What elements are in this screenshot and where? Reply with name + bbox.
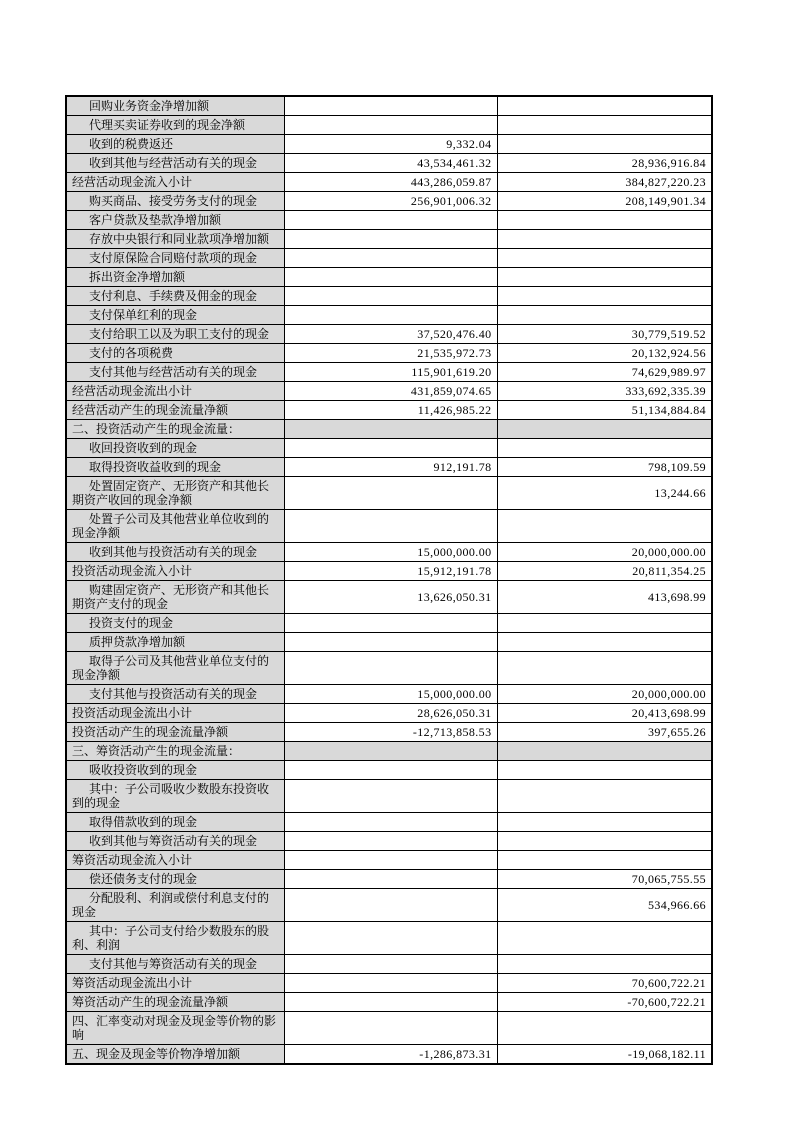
table-row [66, 870, 712, 889]
prior-period-value [497, 633, 712, 652]
table-row [66, 173, 712, 192]
row-label: 收到其他与投资活动有关的现金 [66, 543, 284, 562]
current-period-value [284, 993, 497, 1012]
row-label: 三、筹资活动产生的现金流量： [66, 742, 284, 761]
prior-period-value [497, 780, 712, 813]
current-period-value: 11,426,985.22 [284, 401, 497, 420]
row-label: 四、汇率变动对现金及现金等价物的影响 [66, 1012, 284, 1045]
table-row [66, 325, 712, 344]
current-period-value [284, 851, 497, 870]
prior-period-value [497, 287, 712, 306]
prior-period-value [497, 96, 712, 116]
row-label: 代理买卖证券收到的现金净额 [66, 116, 284, 135]
prior-period-value [497, 249, 712, 268]
prior-period-value: 74,629,989.97 [497, 363, 712, 382]
current-period-value: 37,520,476.40 [284, 325, 497, 344]
current-period-value [284, 96, 497, 116]
row-label: 筹资活动现金流出小计 [66, 974, 284, 993]
table-row [66, 974, 712, 993]
row-label: 拆出资金净增加额 [66, 268, 284, 287]
current-period-value [284, 306, 497, 325]
prior-period-value: 13,244.66 [497, 477, 712, 510]
prior-period-value: 51,134,884.84 [497, 401, 712, 420]
current-period-value: 431,859,074.65 [284, 382, 497, 401]
row-label: 支付利息、手续费及佣金的现金 [66, 287, 284, 306]
table-row [66, 154, 712, 173]
row-label: 投资支付的现金 [66, 614, 284, 633]
prior-period-value: 208,149,901.34 [497, 192, 712, 211]
prior-period-value [497, 1012, 712, 1045]
current-period-value: 443,286,059.87 [284, 173, 497, 192]
row-label: 收到其他与筹资活动有关的现金 [66, 832, 284, 851]
current-period-value: 43,534,461.32 [284, 154, 497, 173]
cash-flow-statement-table [65, 95, 713, 1065]
table-row [66, 704, 712, 723]
row-label: 收回投资收到的现金 [66, 439, 284, 458]
prior-period-value [497, 306, 712, 325]
row-label: 回购业务资金净增加额 [66, 96, 284, 116]
table-row [66, 135, 712, 154]
current-period-value: 115,901,619.20 [284, 363, 497, 382]
prior-period-value: 798,109.59 [497, 458, 712, 477]
table-row [66, 230, 712, 249]
table-row [66, 287, 712, 306]
prior-period-value: -19,068,182.11 [497, 1045, 712, 1065]
prior-period-value: 413,698.99 [497, 581, 712, 614]
table-row [66, 382, 712, 401]
table-row [66, 211, 712, 230]
table-row [66, 268, 712, 287]
current-period-value [284, 439, 497, 458]
section-header-row [66, 420, 712, 439]
table-row [66, 581, 712, 614]
row-label: 其中：子公司支付给少数股东的股利、利润 [66, 922, 284, 955]
current-period-value [284, 230, 497, 249]
prior-period-value: 534,966.66 [497, 889, 712, 922]
table-row [66, 344, 712, 363]
prior-period-value: 384,827,220.23 [497, 173, 712, 192]
prior-period-value [497, 510, 712, 543]
current-period-value [284, 889, 497, 922]
table-row [66, 851, 712, 870]
prior-period-value [497, 268, 712, 287]
table-row [66, 614, 712, 633]
row-label: 支付保单红利的现金 [66, 306, 284, 325]
current-period-value [284, 870, 497, 889]
row-label: 客户贷款及垫款净增加额 [66, 211, 284, 230]
current-period-value: 256,901,006.32 [284, 192, 497, 211]
row-label: 购建固定资产、无形资产和其他长期资产支付的现金 [66, 581, 284, 614]
table-row [66, 993, 712, 1012]
row-label: 处置子公司及其他营业单位收到的现金净额 [66, 510, 284, 543]
table-row [66, 401, 712, 420]
current-period-value [284, 510, 497, 543]
current-period-value [284, 974, 497, 993]
row-label: 支付其他与筹资活动有关的现金 [66, 955, 284, 974]
current-period-value [284, 633, 497, 652]
row-label: 五、现金及现金等价物净增加额 [66, 1045, 284, 1065]
table-row [66, 458, 712, 477]
row-label: 吸收投资收到的现金 [66, 761, 284, 780]
row-label: 经营活动现金流出小计 [66, 382, 284, 401]
row-label: 支付的各项税费 [66, 344, 284, 363]
current-period-value [284, 420, 497, 439]
prior-period-value: 20,000,000.00 [497, 543, 712, 562]
row-label: 其中：子公司吸收少数股东投资收到的现金 [66, 780, 284, 813]
prior-period-value: -70,600,722.21 [497, 993, 712, 1012]
row-label: 处置固定资产、无形资产和其他长期资产收回的现金净额 [66, 477, 284, 510]
table-row [66, 922, 712, 955]
table-row [66, 363, 712, 382]
prior-period-value: 30,779,519.52 [497, 325, 712, 344]
current-period-value [284, 249, 497, 268]
table-row [66, 955, 712, 974]
table-row [66, 652, 712, 685]
prior-period-value [497, 420, 712, 439]
table-row [66, 543, 712, 562]
prior-period-value [497, 832, 712, 851]
prior-period-value: 20,811,354.25 [497, 562, 712, 581]
table-row [66, 562, 712, 581]
prior-period-value: 20,413,698.99 [497, 704, 712, 723]
current-period-value [284, 268, 497, 287]
row-label: 支付原保险合同赔付款项的现金 [66, 249, 284, 268]
current-period-value [284, 614, 497, 633]
row-label: 分配股利、利润或偿付利息支付的现金 [66, 889, 284, 922]
current-period-value [284, 652, 497, 685]
prior-period-value [497, 922, 712, 955]
current-period-value: 15,000,000.00 [284, 543, 497, 562]
prior-period-value [497, 813, 712, 832]
table-row [66, 192, 712, 211]
table-row [66, 510, 712, 543]
table-row [66, 780, 712, 813]
current-period-value: 21,535,972.73 [284, 344, 497, 363]
prior-period-value: 70,065,755.55 [497, 870, 712, 889]
current-period-value [284, 116, 497, 135]
current-period-value [284, 922, 497, 955]
current-period-value [284, 780, 497, 813]
table-row [66, 723, 712, 742]
row-label: 二、投资活动产生的现金流量： [66, 420, 284, 439]
prior-period-value [497, 439, 712, 458]
prior-period-value [497, 614, 712, 633]
current-period-value [284, 211, 497, 230]
row-label: 支付其他与投资活动有关的现金 [66, 685, 284, 704]
table-row [66, 761, 712, 780]
row-label: 支付给职工以及为职工支付的现金 [66, 325, 284, 344]
row-label: 偿还债务支付的现金 [66, 870, 284, 889]
table-row [66, 813, 712, 832]
current-period-value: 9,332.04 [284, 135, 497, 154]
prior-period-value [497, 652, 712, 685]
table-row [66, 116, 712, 135]
section-header-row [66, 742, 712, 761]
current-period-value [284, 1012, 497, 1045]
prior-period-value [497, 955, 712, 974]
row-label: 收到的税费返还 [66, 135, 284, 154]
current-period-value: 13,626,050.31 [284, 581, 497, 614]
current-period-value [284, 813, 497, 832]
row-label: 投资活动现金流入小计 [66, 562, 284, 581]
prior-period-value [497, 761, 712, 780]
row-label: 取得借款收到的现金 [66, 813, 284, 832]
prior-period-value [497, 211, 712, 230]
row-label: 经营活动现金流入小计 [66, 173, 284, 192]
row-label: 存放中央银行和同业款项净增加额 [66, 230, 284, 249]
table-row [66, 1045, 712, 1065]
row-label: 支付其他与经营活动有关的现金 [66, 363, 284, 382]
prior-period-value: 20,132,924.56 [497, 344, 712, 363]
current-period-value: 28,626,050.31 [284, 704, 497, 723]
current-period-value: -12,713,858.53 [284, 723, 497, 742]
prior-period-value [497, 742, 712, 761]
table-body [66, 96, 712, 1064]
row-label: 筹资活动产生的现金流量净额 [66, 993, 284, 1012]
row-label: 投资活动现金流出小计 [66, 704, 284, 723]
prior-period-value [497, 135, 712, 154]
current-period-value [284, 742, 497, 761]
table-row [66, 633, 712, 652]
table-row [66, 832, 712, 851]
current-period-value [284, 761, 497, 780]
table-row [66, 96, 712, 116]
row-label: 收到其他与经营活动有关的现金 [66, 154, 284, 173]
current-period-value [284, 477, 497, 510]
prior-period-value: 28,936,916.84 [497, 154, 712, 173]
current-period-value: 15,912,191.78 [284, 562, 497, 581]
row-label: 投资活动产生的现金流量净额 [66, 723, 284, 742]
row-label: 筹资活动现金流入小计 [66, 851, 284, 870]
row-label: 经营活动产生的现金流量净额 [66, 401, 284, 420]
table-row [66, 477, 712, 510]
current-period-value [284, 955, 497, 974]
table-row [66, 249, 712, 268]
prior-period-value [497, 230, 712, 249]
prior-period-value [497, 116, 712, 135]
prior-period-value [497, 851, 712, 870]
current-period-value: 15,000,000.00 [284, 685, 497, 704]
prior-period-value: 70,600,722.21 [497, 974, 712, 993]
row-label: 购买商品、接受劳务支付的现金 [66, 192, 284, 211]
current-period-value [284, 832, 497, 851]
row-label: 取得投资收益收到的现金 [66, 458, 284, 477]
current-period-value: 912,191.78 [284, 458, 497, 477]
prior-period-value: 397,655.26 [497, 723, 712, 742]
table-row [66, 439, 712, 458]
current-period-value: -1,286,873.31 [284, 1045, 497, 1065]
table-row [66, 306, 712, 325]
row-label: 取得子公司及其他营业单位支付的现金净额 [66, 652, 284, 685]
table-row [66, 1012, 712, 1045]
table-row [66, 889, 712, 922]
row-label: 质押贷款净增加额 [66, 633, 284, 652]
table-row [66, 685, 712, 704]
prior-period-value: 20,000,000.00 [497, 685, 712, 704]
prior-period-value: 333,692,335.39 [497, 382, 712, 401]
current-period-value [284, 287, 497, 306]
